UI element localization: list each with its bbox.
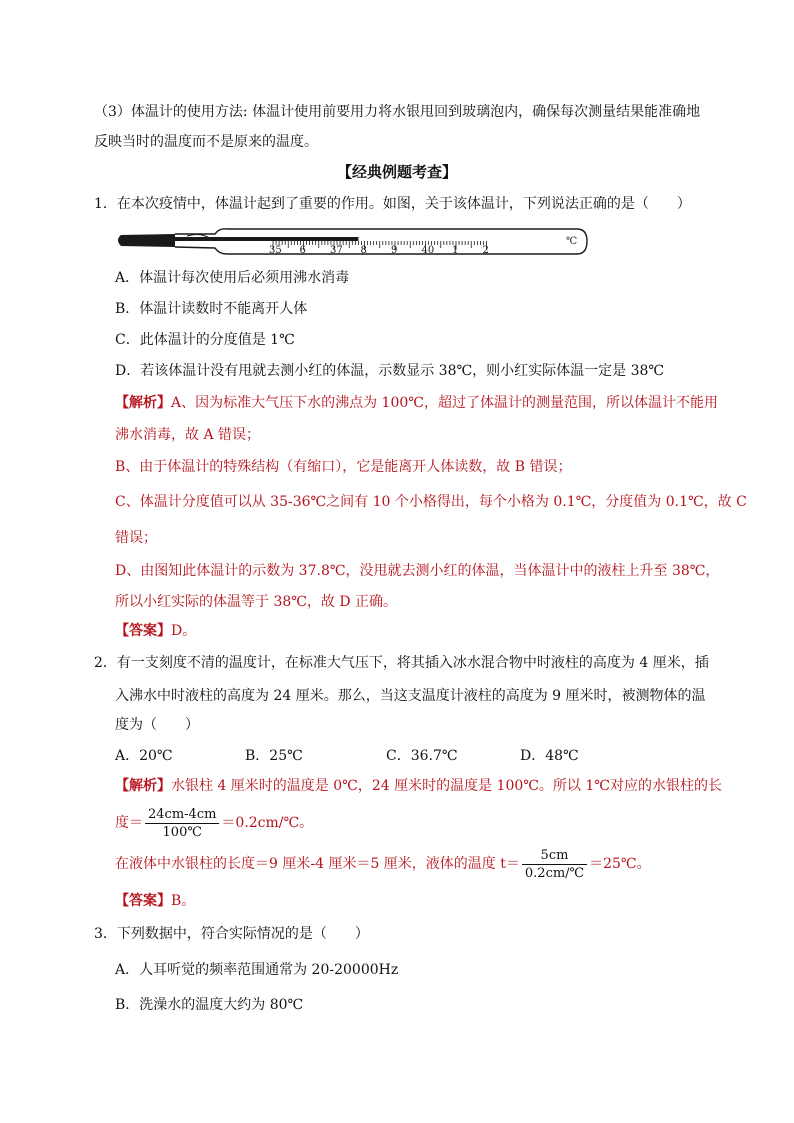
q1-analysis-line-6: D、由图知此体温计的示数为 37.8℃，没甩就去测小红的体温，当体温计中的液柱上升至 38℃，	[115, 563, 720, 579]
q1-option-a: A．体温计每次使用后必须用沸水消毒	[115, 270, 350, 286]
q2-option-a: A．20℃	[115, 748, 173, 764]
q1-analysis-line-1: 【解析】A、因为标准大气压下水的沸点为 100℃，超过了体温计的测量范围，所以体温计不能用	[115, 395, 718, 411]
q3-option-a: A．人耳听觉的频率范围通常为 20-20000Hz	[115, 962, 399, 978]
q2-fraction-1: $\frac{24cm-4cm}{100℃}$	[145, 806, 219, 841]
section-title: 【经典例题考查】	[336, 163, 457, 181]
q1-stem: 1．在本次疫情中，体温计起到了重要的作用。如图，关于该体温计，下列说法正确的是（ ）	[94, 196, 691, 212]
q2-stem-line-3: 度为（ ）	[115, 717, 199, 733]
scale-label: 6	[299, 245, 306, 256]
intro-line-1: （3）体温计的使用方法: 体温计使用前要用力将水银甩回到玻璃泡内，确保每次测量结果能准确地	[94, 104, 701, 120]
scale-label: 35	[269, 245, 282, 256]
q2-stem-line-1: 2．有一支刻度不清的温度计，在标准大气压下，将其插入冰水混合物中时液柱的高度为 4 厘米，插	[94, 655, 709, 671]
q2-option-c: C．36.7℃	[386, 748, 458, 764]
q1-answer: 【答案】D。	[115, 623, 197, 639]
q1-option-c: C．此体温计的分度值是 1℃	[115, 332, 295, 348]
q1-option-b: B．体温计读数时不能离开人体	[115, 301, 308, 317]
q1-analysis-line-5: 错误；	[115, 530, 157, 546]
scale-label: 2	[482, 245, 489, 256]
q1-option-d: D．若该体温计没有甩就去测小红的体温，示数显示 38℃，则小红实际体温一定是 38℃	[115, 363, 665, 379]
scale-label: 8	[360, 245, 367, 256]
q2-stem-line-2: 入沸水中时液柱的高度为 24 厘米。那么，当这支温度计液柱的高度为 9 厘米时，被测物体的温	[115, 688, 706, 704]
q1-analysis-tag: 【解析】	[115, 395, 171, 411]
q3-option-b: B．洗澡水的温度大约为 80℃	[115, 997, 304, 1013]
q1-analysis-line-7: 所以小红实际的体温等于 38℃，故 D 正确。	[115, 594, 398, 610]
q1-analysis-line-2: 沸水消毒，故 A 错误；	[115, 427, 261, 443]
q2-analysis-line-1: 【解析】水银柱 4 厘米时的温度是 0℃，24 厘米时的温度是 100℃。所以 1℃对应的水银柱的长	[115, 778, 722, 794]
scale-label: 9	[391, 245, 398, 256]
q1-analysis-line-3: B、由于体温计的特殊结构（有缩口），它是能离开人体读数，故 B 错误；	[115, 459, 572, 475]
q1-analysis-line-4: C、体温计分度值可以从 35-36℃之间有 10 个小格得出，每个小格为 0.1℃，分度值为 0.1℃，故 C	[115, 494, 747, 510]
mercury-column	[175, 237, 358, 241]
thermometer-tube	[175, 229, 587, 254]
q2-option-b: B．25℃	[245, 748, 303, 764]
scale-label: 40	[421, 245, 435, 256]
q2-answer: 【答案】B。	[115, 893, 196, 909]
thermometer-figure	[115, 226, 590, 258]
q1-answer-tag: 【答案】	[115, 623, 171, 639]
q2-fraction-2: $\frac{5cm}{0.2cm/℃}$	[522, 847, 587, 882]
q2-analysis-line-2: 度＝ $\frac{24cm-4cm}{100℃}$ ＝0.2cm/℃。	[115, 806, 314, 840]
q2-answer-tag: 【答案】	[115, 893, 171, 909]
thermometer-bulb	[118, 234, 175, 247]
q2-analysis-line-3: 在液体中水银柱的长度＝9 厘米-4 厘米＝5 厘米，液体的温度 t＝ $\frac{5cm}{0.2cm/℃}$ ＝25℃。	[115, 847, 651, 881]
thermometer-unit: ℃	[566, 236, 578, 247]
scale-label: 1	[452, 245, 459, 256]
scale-label: 37	[330, 245, 343, 256]
q3-stem: 3．下列数据中，符合实际情况的是（ ）	[94, 926, 369, 942]
intro-line-2: 反映当时的温度而不是原来的温度。	[94, 134, 318, 150]
q2-option-d: D．48℃	[520, 748, 579, 764]
q2-analysis-tag: 【解析】	[115, 778, 171, 794]
